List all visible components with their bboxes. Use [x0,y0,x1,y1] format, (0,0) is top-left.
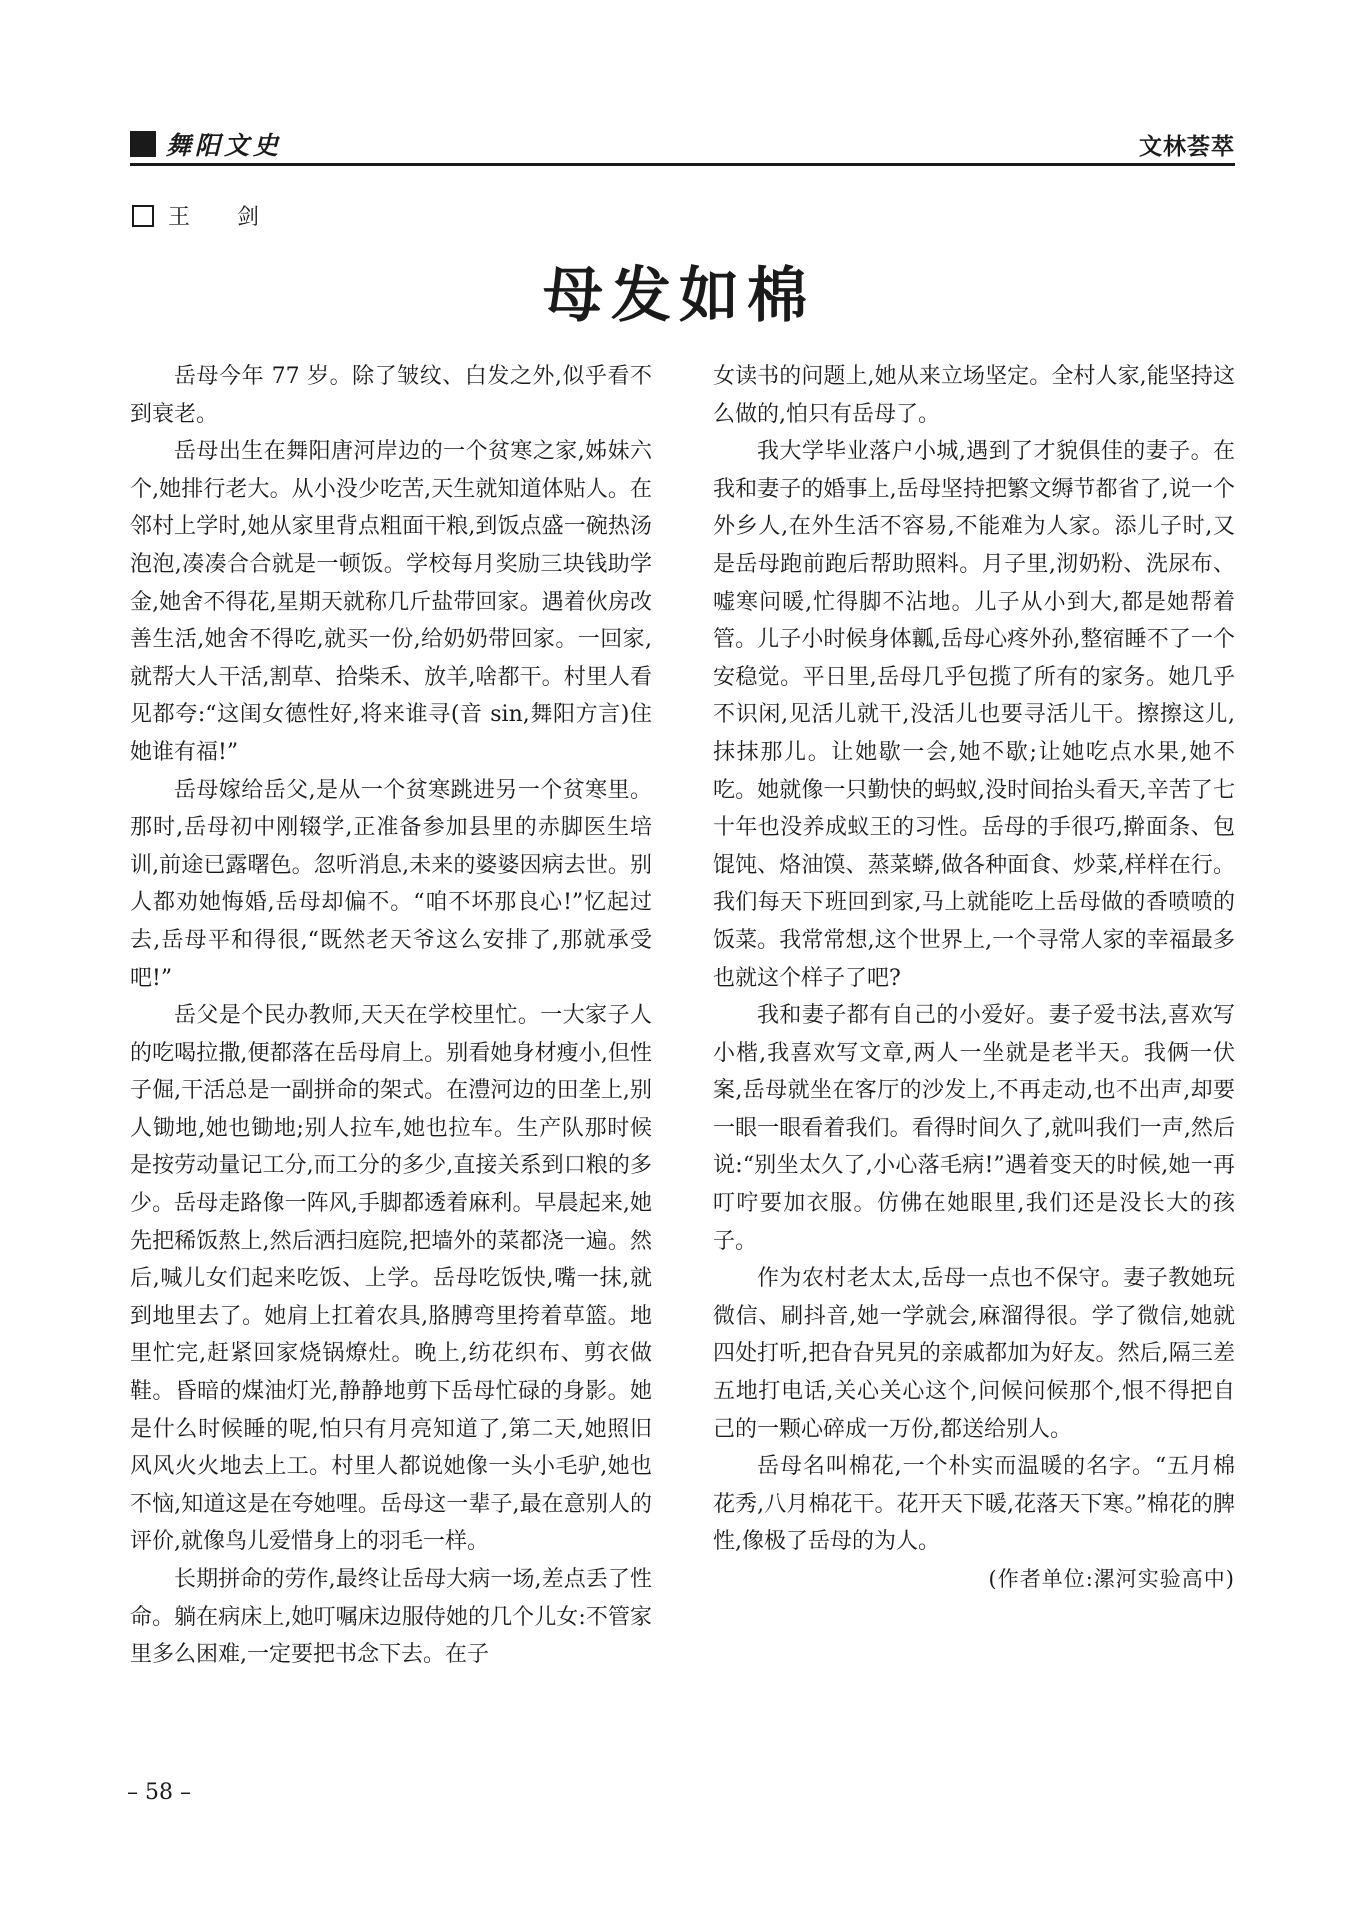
journal-masthead [130,126,282,162]
article-paragraph: 我和妻子都有自己的小爱好。妻子爱书法,喜欢写小楷,我喜欢写文章,两人一坐就是老半天。我俩一伏案,岳母就坐在客厅的沙发上,不再走动,也不出声,却要一眼一眼看着我们。看得时间久了,就叫我们一声,然后说:“别坐太久了,小心落毛病!”遇着变天的时候,她一再叮咛要加衣服。仿佛在她眼里,我们还是没长大的孩子。 [713,1003,1235,1254]
article-column-right [713,358,1235,1599]
article-column-left [130,358,652,1674]
article-paragraph: 作为农村老太太,岳母一点也不保守。妻子教她玩微信、刷抖音,她一学就会,麻溜得很。学了微信,她就四处打听,把旮旮旯旯的亲戚都加为好友。然后,隔三差五地打电话,关心关心这个,问候问候那个,恨不得把自己的一颗心碎成一万份,都送给别人。 [713,1266,1235,1442]
article-paragraph: 女读书的问题上,她从来立场坚定。全村人家,能坚持这么做的,怕只有岳母了。 [713,364,1235,427]
article-paragraph: 岳母名叫棉花,一个朴实而温暖的名字。“五月棉花秀,八月棉花干。花开天下暖,花落天下寒。”棉花的脾性,像极了岳母的为人。 [713,1454,1235,1555]
page-number: – 58 – [127,1780,191,1805]
article-paragraph: 我大学毕业落户小城,遇到了才貌俱佳的妻子。在我和妻子的婚事上,岳母坚持把繁文缛节都省了,说一个外乡人,在外生活不容易,不能难为人家。添儿子时,又是岳母跑前跑后帮助照料。月子里,沏奶粉、洗尿布、嘘寒问暖,忙得脚不沾地。儿子从小到大,都是她帮着管。儿子小时候身体瓤,岳母心疼外孙,整宿睡不了一个安稳觉。平日里,岳母几乎包揽了所有的家务。她几乎不识闲,见活儿就干,没活儿也要寻活儿干。擦擦这儿,抹抹那儿。让她歇一会,她不歇;让她吃点水果,她不吃。她就像一只勤快的蚂蚁,没时间抬头看天,辛苦了七十年也没养成蚁王的习性。岳母的手很巧,擀面条、包馄饨、烙油馍、蒸菜蟒,做各种面食、炒菜,样样在行。我们每天下班回到家,马上就能吃上岳母做的香喷喷的饭菜。我常常想,这个世界上,一个寻常人家的幸福最多也就这个样子了吧? [713,439,1235,991]
article-paragraph: 长期拼命的劳作,最终让岳母大病一场,差点丢了性命。躺在病床上,她叮嘱床边服侍她的几个儿女:不管家里多么困难,一定要把书念下去。在子 [130,1567,652,1668]
author-name: 王 剑 [168,205,279,230]
section-name: 文林荟萃 [1139,134,1235,160]
article-paragraph: 岳父是个民办教师,天天在学校里忙。一大家子人的吃喝拉撒,便都落在岳母肩上。别看她身材瘦小,但性子倔,干活总是一副拼命的架式。在澧河边的田垄上,别人锄地,她也锄地;别人拉车,她也拉车。生产队那时候是按劳动量记工分,而工分的多少,直接关系到口粮的多少。岳母走路像一阵风,手脚都透着麻利。早晨起来,她先把稀饭熬上,然后洒扫庭院,把墙外的菜都浇一遍。然后,喊儿女们起来吃饭、上学。岳母吃饭快,嘴一抹,就到地里去了。她肩上扛着农具,胳膊弯里挎着草篮。地里忙完,赶紧回家烧锅燎灶。晚上,纺花织布、剪衣做鞋。昏暗的煤油灯光,静静地剪下岳母忙碌的身影。她是什么时候睡的呢,怕只有月亮知道了,第二天,她照旧风风火火地去上工。村里人都说她像一头小毛驴,她也不恼,知道这是在夸她哩。岳母这一辈子,最在意别人的评价,就像鸟儿爱惜身上的羽毛一样。 [130,1003,652,1555]
author-box-icon [132,205,154,227]
article-paragraph: 岳母出生在舞阳唐河岸边的一个贫寒之家,姊妹六个,她排行老大。从小没少吃苦,天生就知道体贴人。在邻村上学时,她从家里背点粗面干粮,到饭点盛一碗热汤泡泡,凑凑合合就是一顿饭。学校每月奖励三块钱助学金,她舍不得花,星期天就称几斤盐带回家。遇着伙房改善生活,她舍不得吃,就买一份,给奶奶带回家。一回家,就帮大人干活,割草、拾柴禾、放羊,啥都干。村里人看见都夸:“这闺女德性好,将来谁寻(音 sin,舞阳方言)住她谁有福!” [130,439,652,765]
article-paragraph: 岳母今年 77 岁。除了皱纹、白发之外,似乎看不到衰老。 [130,364,652,427]
author-affiliation: (作者单位:漯河实验高中) [988,1567,1235,1591]
masthead-square-icon [130,131,156,157]
article-paragraph: 岳母嫁给岳父,是从一个贫寒跳进另一个贫寒里。那时,岳母初中刚辍学,正准备参加县里的赤脚医生培训,前途已露曙色。忽听消息,未来的婆婆因病去世。别人都劝她悔婚,岳母却偏不。“咱不坏那良心!”忆起过去,岳母平和得很,“既然老天爷这么安排了,那就承受吧!” [130,777,652,991]
header-rule [130,163,1235,166]
journal-name: 舞阳文史 [166,131,283,160]
article-title: 母发如棉 [543,261,815,331]
running-header [130,126,1235,160]
author-line [132,200,279,231]
